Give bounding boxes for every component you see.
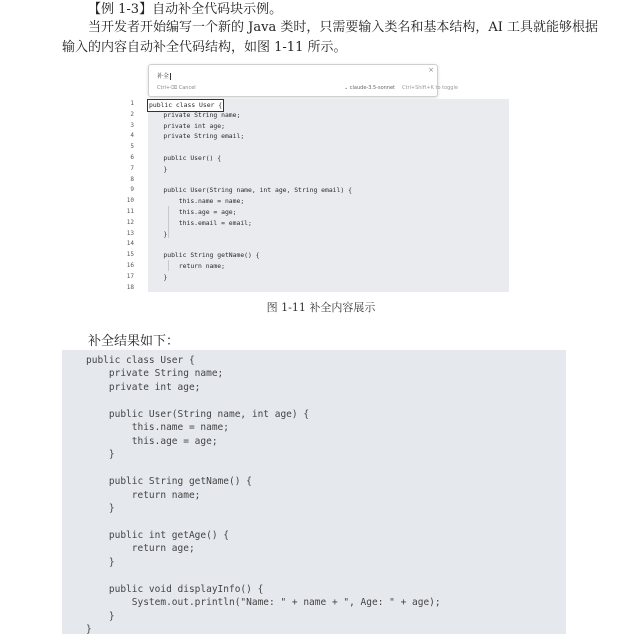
figure-code-line [126, 229, 509, 240]
figure-code-line [130, 175, 509, 186]
result-label: 补全结果如下： [88, 334, 180, 349]
code-text: public User(String name, int age, String email) { [148, 186, 352, 195]
figure-code-line [130, 99, 509, 110]
figure-code-line [126, 261, 509, 272]
result-code-line: public int getAge() { [86, 529, 229, 541]
prompt-input[interactable] [157, 71, 171, 80]
line-number: 2 [130, 110, 134, 118]
result-code-line: return name; [86, 489, 201, 501]
code-text: private String name; [148, 110, 241, 119]
result-code-line: this.age = age; [86, 435, 218, 447]
result-code-line: } [86, 556, 115, 568]
result-code-line: } [86, 502, 115, 514]
result-code-line: System.out.println("Name: " + name + ", Age: " + age); [86, 597, 441, 609]
figure-code-line [130, 164, 509, 175]
result-code-line: public class User { [86, 355, 195, 366]
code-text: this.age = age; [148, 208, 237, 216]
result-code-line: private String name; [86, 368, 224, 380]
line-number: 12 [126, 218, 134, 226]
result-code-line: } [86, 610, 115, 622]
ai-prompt-box[interactable] [148, 64, 458, 97]
line-number: 11 [126, 208, 134, 215]
line-number: 13 [126, 229, 134, 237]
figure-code-line [126, 272, 509, 283]
figure-code-line [130, 185, 509, 196]
figure-code-line [130, 121, 509, 132]
code-text: private int age; [148, 121, 225, 130]
code-text: public class User { [147, 99, 224, 112]
line-number: 4 [130, 132, 134, 140]
figure-code-line [130, 131, 509, 142]
line-number: 16 [126, 262, 134, 269]
code-text: this.email = email; [148, 218, 252, 227]
code-text: } [148, 272, 168, 281]
toggle-shortcut-hint: Ctrl+Shift+K to toggle [402, 85, 458, 91]
figure-code-line [130, 110, 509, 121]
code-text: this.name = name; [148, 197, 245, 206]
figure-code-editor[interactable] [126, 99, 509, 292]
line-number: 8 [130, 175, 134, 183]
result-code-line: } [86, 449, 115, 461]
result-code-line: return age; [86, 543, 195, 555]
intro-paragraph-line-2: 输入的内容自动补全代码结构，如图 1-11 所示。 [62, 40, 347, 55]
figure-code-line [126, 196, 509, 207]
figure-code-line [126, 207, 509, 218]
text-caret [170, 73, 171, 80]
figure-code-line [126, 218, 509, 229]
line-number: 3 [130, 121, 134, 129]
model-selector[interactable]: ⌄ claude-3.5-sonnet [344, 85, 395, 91]
figure-code-line [126, 239, 509, 250]
code-text: public User() { [148, 154, 222, 162]
line-number: 17 [126, 272, 134, 280]
result-code-line: public String getName() { [86, 476, 252, 488]
line-number: 14 [126, 240, 134, 248]
figure-code-line [130, 142, 509, 153]
line-number: 18 [126, 283, 134, 291]
figure-code-line [126, 250, 509, 261]
result-code-line: public User(String name, int age) { [86, 408, 310, 420]
line-number: 6 [130, 154, 134, 161]
line-number: 7 [130, 164, 134, 172]
figure-code-line [126, 283, 509, 294]
example-heading: 【例 1-3】自动补全代码块示例。 [88, 2, 283, 17]
result-code-block [62, 350, 566, 634]
prompt-cancel-hint[interactable]: Ctrl+⌫ Cancel [157, 85, 196, 91]
result-code-line: this.name = name; [86, 422, 229, 434]
intro-paragraph-line-1: 当开发者开始编写一个新的 Java 类时，只需要输入类名和基本结构，AI 工具就能够根据 [88, 20, 598, 35]
code-text: private String email; [148, 132, 245, 141]
code-text: } [148, 229, 168, 238]
result-code-line: } [86, 624, 92, 635]
figure-screenshot [120, 62, 512, 292]
line-number: 1 [130, 100, 134, 107]
line-number: 15 [126, 251, 134, 259]
code-text: return name; [148, 262, 225, 270]
result-code-line: public void displayInfo() { [86, 583, 264, 595]
code-text: } [148, 164, 168, 173]
close-icon[interactable]: × [428, 66, 434, 74]
line-number: 5 [130, 143, 134, 151]
prompt-input-text: 补全 [157, 73, 170, 80]
figure-caption: 图 1-11 补全内容展示 [266, 301, 376, 314]
line-number: 10 [126, 197, 134, 205]
line-number: 9 [130, 186, 134, 194]
code-text: public String getName() { [148, 251, 260, 260]
result-code-line: private int age; [86, 381, 201, 393]
figure-code-line [130, 153, 509, 164]
